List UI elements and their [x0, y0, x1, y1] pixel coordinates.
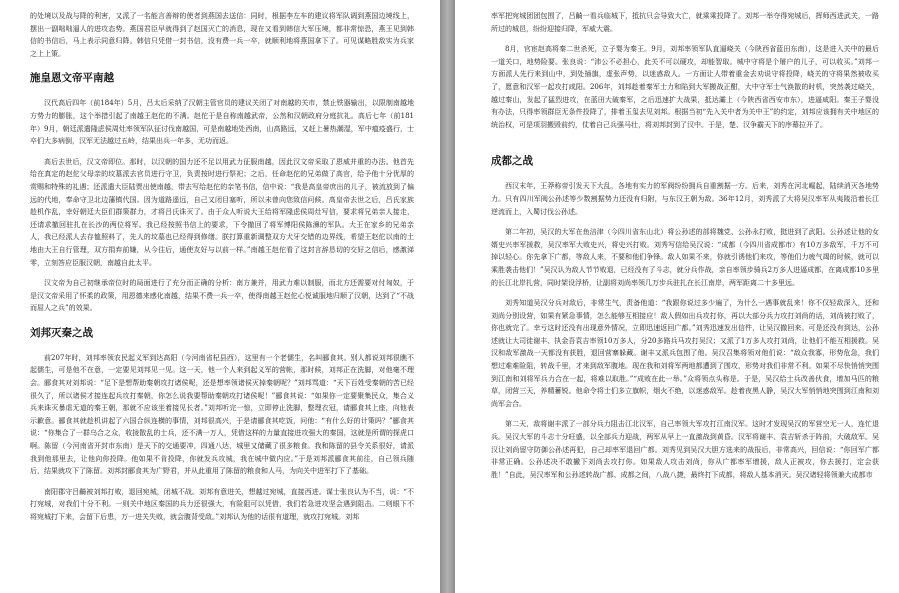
page-gutter	[440, 0, 455, 593]
section-heading: 施皇恩文帝平南越	[30, 72, 114, 85]
section-heading: 成都之战	[491, 155, 533, 168]
paragraph: 高后去世后，汉文帝即位。那时，以汉朝的国力还不足以用武力征服南越，因此汉文帝采取了恩威并重的办法。他首先给在真定的赵佗父母亲的坟墓派去官员进行守卫，负责按时进行祭祀；之后，任命赵佗的兄弟做了高官，给予他十分优厚的赏赐和特殊的礼遇；还派遣大臣陆贾出使南越，带去写给赵佗的亲笔书信，信中说：“我是高皇帝庶出的儿子，被流放到了偏远的代地，奉命守卫北边藩镇代国。因为道路遥远，自己又闭目塞听，所以未曾向您致信问候。高皇帝去世之后，吕氏家族趁机作乱，幸好朝廷大臣们群策群力，才将吕氏诛灭了。由于众人听说大王给将军隆虑侯周灶写信，要求将兄弟亲人接走，还请求撤回驻扎在长沙的两位将军。我已经按照书信上的要求，下令撤回了将军博阳侯陈濞的军队。大王在家乡的兄弟亲人，我已经派人去存恤照料了，先人的坟墓也已经得到修缮。朕打算重新调整双方犬牙交错的边界线，希望王赵佗以南的土地由大王自行管理，双方捐弃前嫌，从今往后，通使友好与以前一样。”南越王赵佗看了这封言辞恳切的交好之信后，感激涕零，立刻答应臣服汉朝，南越自此太平。	[30, 157, 414, 267]
paragraph: 西汉末年，王莽称帝引发天下大乱，各地有实力的军阀纷纷拥兵自重割据一方。后来，刘秀在河北崛起，陆续消灭各地势力。只有四川军阀公孙述等少数割据势力还没有归附，与东汉王朝为敌。36年12月，刘秀派了大将吴汉率军从夷陵沿着长江逆流而上，入蜀讨伐公孙述。	[491, 182, 879, 216]
paragraph: 率军把宛城团团包围了，吕齮一看兵临城下，抵抗只会导致大亡，就乘乘投降了。刘邦一举夺得宛城后，挥师西进武关，一路所过的城邑，纷纷迎接归降，军威大震。	[491, 12, 879, 33]
paragraph: 第二年初，吴汉的大军在鱼涪津（今四川省东山北）将公孙述的部将魏党、公孙永打败，挺进到了武阳。公孙述让他的女婿史兴率军援救，吴汉率军大败史兴，将史兴打败。刘秀写信给吴汉说：“成都（今四川省成都市）有10万多敌军，千万不可掉以轻心。你先拿下广都，等敌人来，不要和他们争锋。敌人如果不来，你就引诱他们来攻，等他们力疲气竭的时候，就可以乘胜袭击他们！”吴汉认为敌人节节败退，已经没有了斗志，就分兵作战，亲自率领步骑兵2万多人进逼成都，在离成都10多里的长江北岸扎营，同时架设浮桥，让副将刘尚率领几万步兵驻扎在长江南岸，两军距离二十多里远。	[491, 228, 879, 287]
paragraph: 南阳郡守吕齮被刘邦打败，退回宛城，闭城不战。刘邦有意进关，想越过宛城，直接西进。谋士张良认为不当，说：“不打宛城，对我们十分不利。一则关中地区秦国的兵力还很强大，有险阻可以凭借，我们若急进攻坚会遇到阻击。二则眼下不将宛城打下来，会留下后患，万一进关失败，就会腹背受敌。”刘邦认为他的话很有道理，就攻打宛城。刘邦	[30, 487, 414, 521]
paragraph: 8月，官宦赵高将秦二世杀死，立子婴为秦王。9月，刘邦率领军队直逼峣关（今陕西省蓝田东南），这是进入关中的最后一道关口，地势险要。张良说：“沛公不必担心，此关不可以硬攻，却能智取。城中守将是个屠户的儿子，可以收买。”刘邦一方面派人先行来到山中，到处插旗，虚张声势，以迷惑敌人。一方面让人带着重金去劝说守将投降，峣关的守将果然被收买了，愿意和汉军一起攻打咸阳。206年，刘邦趁着秦军士力和陷到大军搬战正酣，大中守军士气涣散的时机，突然袭过峣关，越过秦山，发起了猛烈进攻，在蓝田大破秦军，之后迅速扩大战果，抵达灞上（今陕西省西安市东），进逼咸阳。秦王子婴没有办法，只得率领群臣无条件投降了，排着玉玺去见刘邦。根据当初“先入关中者为关中王”的约定，刘邦应该拥有关中地区的统治权，可是项羽搬毁前约，仗着自己兵强马壮，将刘邦封到了汉中。于是，楚、汉争霸天下的序幕拉开了。	[491, 45, 879, 129]
section-heading: 刘邦灭秦之战	[30, 326, 93, 339]
paragraph: 汉文帝为自己初继承帝位时的局面进行了充分而正确的分析：南方兼并，用武力难以制服，而北方还需要对付匈奴，于是汉文帝采用了怀柔的政策，用恩德来感化南越，结果不费一兵一卒，使得南越王赵佗心悦诚服地归顺了汉朝，达到了“不战而屈人之兵”的效果。	[30, 279, 414, 313]
paragraph: 汉代高后四年（前184年）5月，吕太后采纳了汉朝主管官员的建议关闭了对南越的关市，禁止铁器输出，以限制南越地方势力的膨胀，这个举措引起了南越王赵佗的不满。赵佗于是自称南越武帝，公然和汉朝政府分庭抗礼。高后七年（前181年）9月，朝廷派遣隆虑侯周灶率领军队征讨伐南越国，可是南越地处西南，山高路远，又赶上暑热潮湿，军中瘟疫盛行，士卒们大多病倒，汉军无法越过五岭，结果出兵一年多，无功而返。	[30, 99, 414, 146]
document-page-right	[455, 0, 899, 593]
paragraph: 刘秀知道吴汉分兵对敌后，非常生气，责备他道：“我跟你说过多少遍了，为什么一遇事就乱来！你不仅轻敌深入，还和刘尚分别设营，如果有紧急事情，怎么能够互相接应！敌人假如出兵攻打你，再以大部分兵力攻打刘尚的话，刘尚被打败了，你也就完了。幸亏这时还没有出现意外情况，立即迅速返回广都。”刘秀迅速发出信件，让吴汉撤回来。可是还没有到达，公孙述就让大司徒谢丰、执金吾袁吉率领10万多人，分20多路兵马攻打吴汉；又派了1万多人攻打刘尚，让他们不能互相援救。吴汉和敌军激战一天都没有获胜，退回营寨躲藏。谢丰又派兵包围了他。吴汉召集将领对他们说：“敌众我寡，形势危急，我们想过难难险阻，转战千里，才来到敌军腹地。现在我和刘将军两地都遭到了围攻，形势对我们非常不利。如果不尽快悄悄突围到江南和刘将军兵力合在一起，将难以取胜。”“成败在此一举。”众将领点头称是。于是，吴汉给士兵改善伙食，增加马匹的粮草，闭营三天，养精蓄锐。他命令将士们多立旗帜，烟火不绝，以迷惑敌军。趁着夜黑人静，吴汉大军悄悄地突围到江南和刘尚军会合。	[491, 299, 879, 408]
paragraph: 的处境以及战与降的利害，又派了一名能言善辩的使者到燕国去送信：同时，根据李左车的建议将军队调到燕国边境线上，摆出一副咄咄逼人的进攻态势。燕国君臣早就得到了赵国灭亡的消息，现在又看到韩信大军压境，都非常惊恐，燕王见到韩信的书信后，马上表示同意归降。韩信只凭借一封书信，没有费一兵一卒，就顺利地将燕国拿下了。可见谋略胜敌实为兵家之上上策。	[30, 12, 414, 58]
paragraph: 前207年时，刘邦率领农民起义军到达高阳（今河南省杞县西），这里有一个老儒生，名叫郦食其。别人都说刘邦很瞧不起儒生，可是他不在意，一定要见刘邦见一见。这一天，他一个人来到起义军的营帐，那时候，刘邦正在洗脚，对他毫不理会。郦食其对刘邦说：“足下是想帮助秦朝攻打诸侯呢，还是想率领诸侯灭掉秦朝呢？”刘邦骂道：“天下百姓受秦朝的苦已经很久了，所以诸侯才接连起兵攻打秦朝，你怎么说我要帮助秦朝攻打诸侯呢！”郦食其说：“如果你一定要聚集民众，集合义兵来诛灭暴虐无道的秦王朝，那就不应该坐着接见长者。”刘邦听完一惊，立即停止洗脚，整理衣冠，请郦食其上座，向他表示歉意。郦食其就趁机讲起了六国合纵连横的事情，刘邦很高兴，于是请郦食其吃饭，问他：“有什么好的计策吗？”郦食其说：“你集合了一群乌合之众，收拢散乱的士兵，还不满一万人，凭借这样的力量直接进攻强大的秦国，这就是所谓的探虎口啊。陈留（今河南省开封市东南）是天下的交通要冲，四通八达，城里又储藏了很多粮食。我和陈留的县令关系很好，请派我到他那里去，让他向你投降。他如果不肯投降，你就发兵攻城，我在城中做内应。”于是刘邦派郦食其前往，自己领兵随后，结果就攻下了陈留。刘邦封郦食其为广野君，并从此重用了陈留的粮食和人马，为向关中进军打下了基础。	[30, 353, 414, 476]
document-page-left	[0, 0, 440, 593]
paragraph: 第二天，敌将谢丰派了一部分兵力阻击江北汉军，自己率领大军攻打江南汉军。这时才发现吴汉的军营空无一人，连忙退兵。吴汉大军的斗志十分旺盛，以全部兵力迎战，两军从早上一直激战到黄昏。汉军将谢丰、袁吉斩杀于阵前，大破敌军。吴汉让刘尚留守防御公孙述再犯，自己却率军退回广都。刘秀见到吴汉大胆方选来的战报后，非常高兴，回信说：“你回军广都非常正确。公孙述决不敢撇下刘尚去攻打你。如果敌人攻击刘尚，你从广都率军增援，敌人正被攻，你去援打，定会获胜！”自此，吴汉率军和公孙述转战广都、成都之间，八战八捷，最终打下成都，将敌人基本消灭。吴汉诸轻将领兼大成都市	[491, 420, 879, 479]
